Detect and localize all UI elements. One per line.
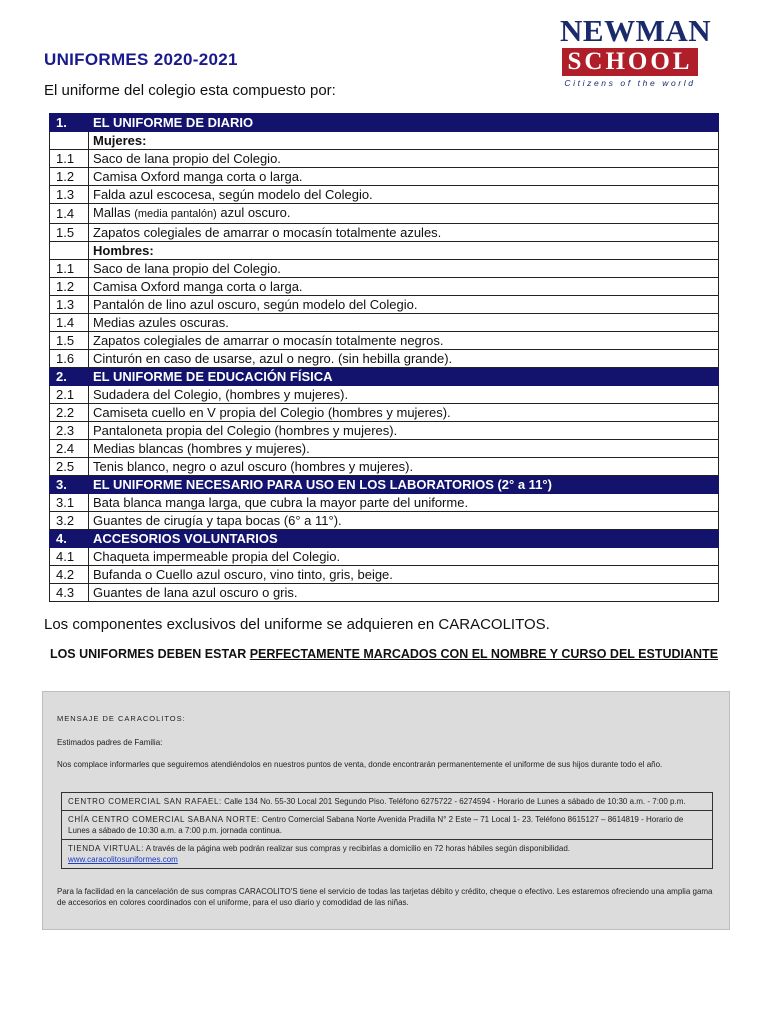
table-row (50, 224, 719, 242)
table-row (50, 296, 719, 314)
logo-tagline: Citizens of the world (564, 78, 696, 88)
item-text: Falda azul escocesa, según modelo del Colegio. (89, 186, 719, 204)
section-row-laboratorios (50, 476, 719, 494)
table-row (50, 150, 719, 168)
subheading-hombres: Hombres: (89, 242, 719, 260)
table-row (50, 260, 719, 278)
table-row (50, 548, 719, 566)
marking-warning (0, 647, 768, 661)
item-number: 1.5 (50, 224, 89, 242)
section-number: 4. (50, 530, 89, 548)
table-row (50, 278, 719, 296)
item-text: Zapatos colegiales de amarrar o mocasín totalmente azules. (89, 224, 719, 242)
caracolitos-message-box (42, 691, 730, 930)
item-text: Pantalón de lino azul oscuro, según modelo del Colegio. (89, 296, 719, 314)
item-number: 2.1 (50, 386, 89, 404)
section-row-accesorios (50, 530, 719, 548)
store-san-rafael (62, 793, 712, 811)
logo-newman-text: NEWMAN (560, 13, 712, 48)
intro-text: El uniforme del colegio esta compuesto por: (44, 82, 336, 99)
item-text: Tenis blanco, negro o azul oscuro (hombres y mujeres). (89, 458, 719, 476)
item-text: Guantes de cirugía y tapa bocas (6° a 11°). (89, 512, 719, 530)
item-number: 4.3 (50, 584, 89, 602)
item-text: Zapatos colegiales de amarrar o mocasín totalmente negros. (89, 332, 719, 350)
store-virtual (62, 840, 712, 868)
item-text-post: azul oscuro. (216, 205, 291, 220)
uniform-table (49, 113, 719, 602)
item-number: 1.1 (50, 260, 89, 278)
item-number: 1.5 (50, 332, 89, 350)
table-row (50, 422, 719, 440)
components-note: Los componentes exclusivos del uniforme se adquieren en CARACOLITOS. (44, 616, 550, 633)
message-paragraph: Nos complace informarles que seguiremos atendiéndolos en nuestros puntos de venta, donde encontrarán permanentemente el uniforme de sus hijos durante todo el año. (57, 760, 663, 769)
store-website-link[interactable]: www.caracolitosuniformes.com (68, 855, 178, 864)
table-row (50, 566, 719, 584)
item-text: Guantes de lana azul oscuro o gris. (89, 584, 719, 602)
table-row (50, 168, 719, 186)
section-row-diario (50, 114, 719, 132)
subheading-row-hombres (50, 242, 719, 260)
table-row (50, 204, 719, 224)
item-text: Camisa Oxford manga corta o larga. (89, 168, 719, 186)
table-row (50, 386, 719, 404)
table-row (50, 440, 719, 458)
table-row (50, 584, 719, 602)
store-details: A través de la página web podrán realizar sus compras y recibirlas a domicilio en 72 horas hábiles según disponibilidad. (143, 844, 571, 853)
item-number: 4.2 (50, 566, 89, 584)
item-number: 1.2 (50, 168, 89, 186)
item-text: Medias azules oscuras. (89, 314, 719, 332)
store-details: Calle 134 No. 55-30 Local 201 Segundo Piso. Teléfono 6275722 - 6274594 - Horario de Lunes a sábado de 10:30 a.m. - 7:00 p.m. (221, 797, 686, 806)
item-text: Medias blancas (hombres y mujeres). (89, 440, 719, 458)
section-title: EL UNIFORME DE EDUCACIÓN FÍSICA (89, 368, 719, 386)
message-greeting: Estimados padres de Familia: (57, 738, 163, 747)
item-text-note: (media pantalón) (134, 208, 217, 220)
item-text: Saco de lana propio del Colegio. (89, 150, 719, 168)
section-title: ACCESORIOS VOLUNTARIOS (89, 530, 719, 548)
table-row (50, 494, 719, 512)
subheading-mujeres: Mujeres: (89, 132, 719, 150)
item-text: Sudadera del Colegio, (hombres y mujeres). (89, 386, 719, 404)
store-label: TIENDA VIRTUAL: (68, 844, 144, 853)
item-text: Chaqueta impermeable propia del Colegio. (89, 548, 719, 566)
item-number: 1.6 (50, 350, 89, 368)
item-number: 4.1 (50, 548, 89, 566)
newman-school-logo (560, 13, 712, 88)
store-locations (61, 792, 713, 869)
item-text-pre: Mallas (93, 205, 135, 220)
logo-school-text: SCHOOL (562, 48, 698, 76)
table-row (50, 186, 719, 204)
store-details: Centro Comercial Sabana Norte Avenida Pradilla N° 2 Este – 71 Local 1- 23. Teléfono 8615127 – 8614819 - Horario de Lunes a sábado de 10:30 a.m. a 7:00 p.m. jornada continua. (68, 815, 684, 835)
table-row (50, 512, 719, 530)
section-number: 1. (50, 114, 89, 132)
page-title: UNIFORMES 2020-2021 (44, 50, 238, 69)
item-text: Camiseta cuello en V propia del Colegio (hombres y mujeres). (89, 404, 719, 422)
item-number: 3.2 (50, 512, 89, 530)
table-row (50, 332, 719, 350)
table-row (50, 350, 719, 368)
store-label: CENTRO COMERCIAL SAN RAFAEL: (68, 797, 222, 806)
table-row (50, 458, 719, 476)
item-number: 2.3 (50, 422, 89, 440)
warning-underlined-text: PERFECTAMENTE MARCADOS CON EL NOMBRE Y CURSO DEL ESTUDIANTE (249, 647, 719, 661)
store-sabana-norte (62, 811, 712, 840)
section-title: EL UNIFORME NECESARIO PARA USO EN LOS LABORATORIOS (2° a 11°) (89, 476, 719, 494)
item-number: 1.4 (50, 314, 89, 332)
item-number: 1.3 (50, 186, 89, 204)
table-row (50, 314, 719, 332)
warning-text: LOS UNIFORMES DEBEN ESTAR (49, 647, 250, 661)
section-number: 2. (50, 368, 89, 386)
item-text: Camisa Oxford manga corta o larga. (89, 278, 719, 296)
section-title: EL UNIFORME DE DIARIO (89, 114, 719, 132)
item-text: Bata blanca manga larga, que cubra la mayor parte del uniforme. (89, 494, 719, 512)
item-number: 1.2 (50, 278, 89, 296)
item-text (89, 204, 719, 224)
subheading-row-mujeres (50, 132, 719, 150)
item-number: 2.4 (50, 440, 89, 458)
store-label: CHÍA CENTRO COMERCIAL SABANA NORTE: (68, 815, 260, 824)
section-number: 3. (50, 476, 89, 494)
item-text: Pantaloneta propia del Colegio (hombres y mujeres). (89, 422, 719, 440)
item-number: 2.5 (50, 458, 89, 476)
table-row (50, 404, 719, 422)
item-number: 2.2 (50, 404, 89, 422)
item-number: 1.1 (50, 150, 89, 168)
message-paragraph-payment: Para la facilidad en la cancelación de sus compras CARACOLITO'S tiene el servicio de todas las tarjetas débito y crédito, cheque o efectivo. Les estaremos ofreciendo una amplia gama de accesorios en colores coordinados con el uniforme, para el uso diario y comodidad de las niñas. (57, 887, 713, 907)
message-heading: MENSAJE DE CARACOLITOS: (57, 714, 186, 723)
item-number: 3.1 (50, 494, 89, 512)
section-row-educacion-fisica (50, 368, 719, 386)
item-text: Cinturón en caso de usarse, azul o negro. (sin hebilla grande). (89, 350, 719, 368)
item-text: Saco de lana propio del Colegio. (89, 260, 719, 278)
item-number: 1.3 (50, 296, 89, 314)
item-text: Bufanda o Cuello azul oscuro, vino tinto, gris, beige. (89, 566, 719, 584)
item-number: 1.4 (50, 204, 89, 224)
